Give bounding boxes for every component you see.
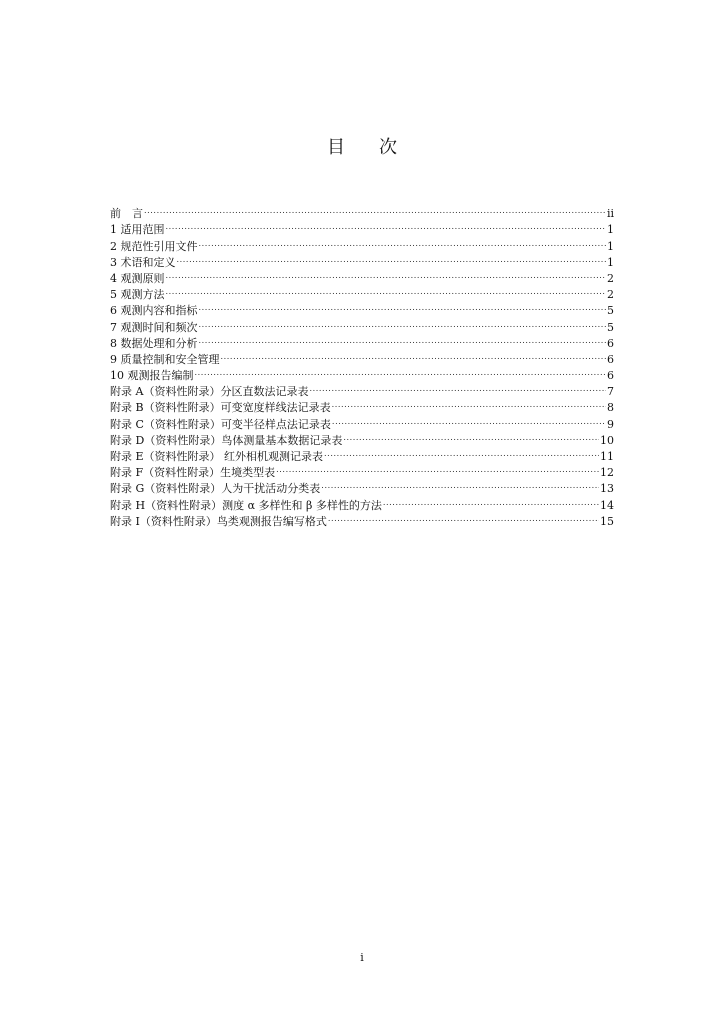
toc-leader-dots xyxy=(195,363,607,379)
toc-entry-page: 12 xyxy=(600,466,614,480)
toc-entry-label: 5 观测方法 xyxy=(110,288,165,302)
title-char-2: 次 xyxy=(379,137,397,158)
toc-leader-dots xyxy=(221,347,607,363)
toc-entry-page: 6 xyxy=(607,352,614,366)
toc-entry-label: 9 质量控制和安全管理 xyxy=(110,352,220,366)
toc-entry-page: 1 xyxy=(607,223,614,237)
toc-entry-label: 附录 A（资料性附录）分区直数法记录表 xyxy=(110,385,309,399)
toc-entry-page: 10 xyxy=(600,433,614,447)
toc-entry-label: 附录 C（资料性附录）可变半径样点法记录表 xyxy=(110,417,331,431)
toc-leader-dots xyxy=(177,250,607,266)
toc-leader-dots xyxy=(199,314,607,330)
toc-entry-page: 1 xyxy=(607,239,614,253)
toc-entry-label: 附录 G（资料性附录）人为干扰活动分类表 xyxy=(110,482,321,496)
toc-entry-label: 8 数据处理和分析 xyxy=(110,336,198,350)
toc-entry-page: 14 xyxy=(600,498,614,512)
toc-leader-dots xyxy=(324,444,599,460)
toc-leader-dots xyxy=(199,233,607,249)
toc-entry-label: 附录 F（资料性附录）生境类型表 xyxy=(110,466,276,480)
toc-leader-dots xyxy=(343,428,599,444)
toc-leader-dots xyxy=(166,217,607,233)
toc-leader-dots xyxy=(199,298,607,314)
toc-entry-label: 附录 E（资料性附录） 红外相机观测记录表 xyxy=(110,450,324,463)
toc-entry-label: 4 观测原则 xyxy=(110,271,165,285)
toc-entry-page: 1 xyxy=(607,255,614,269)
toc-leader-dots xyxy=(328,509,599,525)
toc-entry-label: 10 观测报告编制 xyxy=(110,369,194,383)
toc-leader-dots xyxy=(144,201,606,217)
toc-entry-label: 附录 D（资料性附录）鸟体测量基本数据记录表 xyxy=(110,433,343,447)
toc-entry[interactable] xyxy=(110,298,614,318)
toc-entry[interactable] xyxy=(110,266,614,285)
toc-entry-label: 6 观测内容和指标 xyxy=(110,304,198,318)
toc-entry-label: 2 规范性引用文件 xyxy=(110,239,198,253)
toc-entry-page: 2 xyxy=(607,271,614,285)
toc-leader-dots xyxy=(276,460,599,476)
toc-entry-label: 前 言 xyxy=(110,207,143,221)
toc-leader-dots xyxy=(321,476,599,492)
toc-entry-label: 3 术语和定义 xyxy=(110,255,176,269)
table-of-contents xyxy=(110,201,614,528)
toc-entry[interactable] xyxy=(110,250,614,269)
toc-entry-label: 附录 B（资料性附录）可变宽度样线法记录表 xyxy=(110,401,331,415)
toc-entry-page: 9 xyxy=(607,417,614,431)
toc-leader-dots xyxy=(199,331,607,347)
toc-entry-page: 5 xyxy=(607,320,614,334)
title-char-1: 目 xyxy=(327,137,345,158)
toc-entry[interactable] xyxy=(110,217,614,237)
toc-entry[interactable] xyxy=(110,201,614,221)
toc-entry[interactable] xyxy=(110,282,614,302)
toc-leader-dots xyxy=(166,282,607,298)
toc-leader-dots xyxy=(332,411,606,427)
toc-leader-dots xyxy=(166,266,607,282)
page-number: i xyxy=(360,951,364,964)
toc-entry-page: 6 xyxy=(607,336,614,350)
toc-entry-page: 8 xyxy=(607,401,614,415)
page-title xyxy=(0,133,724,159)
toc-entry-page: 2 xyxy=(607,288,614,302)
toc-entry-label: 1 适用范围 xyxy=(110,223,165,237)
toc-entry-page: 13 xyxy=(600,482,614,496)
toc-entry-label: 7 观测时间和频次 xyxy=(110,320,198,334)
toc-entry-page: 5 xyxy=(607,304,614,318)
toc-entry-page: ii xyxy=(606,207,614,221)
toc-entry-page: 6 xyxy=(607,369,614,383)
toc-entry[interactable] xyxy=(110,233,614,253)
toc-entry-page: 7 xyxy=(607,385,614,399)
toc-leader-dots xyxy=(332,395,606,411)
toc-leader-dots xyxy=(309,379,606,395)
toc-entry-page: 11 xyxy=(600,450,614,463)
toc-leader-dots xyxy=(383,492,599,508)
toc-entry-label: 附录 H（资料性附录）测度 α 多样性和 β 多样性的方法 xyxy=(110,498,382,512)
toc-entry-label: 附录 I（资料性附录）鸟类观测报告编写格式 xyxy=(110,514,327,528)
toc-entry-page: 15 xyxy=(600,514,614,528)
